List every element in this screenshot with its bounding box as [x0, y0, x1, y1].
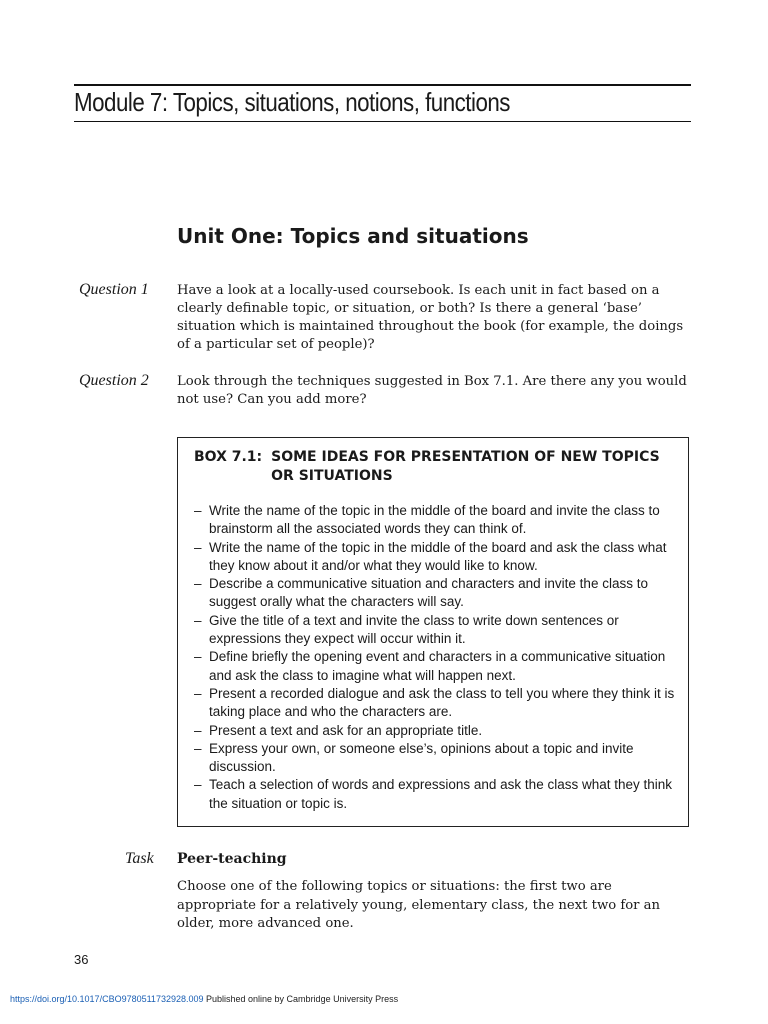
dash-marker: –	[194, 649, 202, 665]
question-2-label: Question 2	[79, 372, 149, 389]
page-number: 36	[74, 952, 89, 967]
header-bottom-rule	[74, 121, 691, 122]
dash-marker: –	[194, 740, 202, 756]
list-item: – Present a text and ask for an appropriate title.	[194, 722, 680, 740]
list-item: – Describe a communicative situation and characters and invite the class to suggest orally what the characters will say.	[194, 576, 648, 610]
list-item: – Give the title of a text and invite the class to write down sentences or expressions they expect will occur within it.	[194, 612, 619, 647]
box-title	[194, 448, 674, 486]
question-1-label: Question 1	[79, 281, 149, 298]
unit-title: Unit One: Topics and situations	[177, 224, 529, 248]
dash-marker: –	[194, 576, 202, 592]
box-number: BOX 7.1:	[194, 449, 263, 465]
list-item: – Teach a selection of words and expressions and ask the class what they think the situation or topic is.	[194, 777, 673, 811]
module-title: Module 7: Topics, situations, notions, functions	[74, 87, 510, 117]
task-label: Task	[125, 850, 154, 867]
footer-publisher-text: Published online by Cambridge University Press	[203, 994, 399, 1004]
list-item: – Write the name of the topic in the middle of the board and invite the class to brainstorm all the associated words they can think of.	[194, 503, 660, 537]
dash-marker: –	[194, 612, 202, 628]
question-1-text: Have a look at a locally-used coursebook. Is each unit in fact based on a clearly definable topic, or situation, or both? Is there a general ‘base’ situation which is maintained throughout the book (for example, the doings of a particular set of people)?	[177, 283, 684, 352]
footer-citation	[10, 993, 398, 1005]
box-heading: SOME IDEAS FOR PRESENTATION OF NEW TOPICS OR SITUATIONS	[271, 449, 660, 484]
list-item: – Write the name of the topic in the middle of the board and ask the class what they know about it and/or what they would like to know.	[194, 539, 667, 573]
question-2-text: Look through the techniques suggested in Box 7.1. Are there any you would not use? Can you add more?	[177, 374, 687, 407]
dash-marker: –	[194, 539, 202, 555]
list-item: – Present a recorded dialogue and ask the class to tell you where they think it is taking place and who the characters are.	[194, 685, 675, 720]
task-title: Peer-teaching	[177, 851, 287, 867]
box-7-1	[177, 437, 689, 827]
list-item: – Express your own, or someone else’s, opinions about a topic and invite discussion.	[194, 740, 634, 775]
list-item: – Define briefly the opening event and characters in a communicative situation and ask the class to imagine what will happen next.	[194, 649, 666, 683]
doi-link[interactable]: https://doi.org/10.1017/CBO9780511732928.009	[10, 994, 204, 1004]
box-idea-list	[194, 502, 680, 813]
task-text: Choose one of the following topics or situations: the first two are appropriate for a relatively young, elementary class, the next two for an older, more advanced one.	[177, 879, 661, 931]
dash-marker: –	[194, 503, 202, 518]
dash-marker: –	[194, 777, 202, 793]
dash-marker: –	[194, 722, 202, 738]
dash-marker: –	[194, 685, 202, 701]
